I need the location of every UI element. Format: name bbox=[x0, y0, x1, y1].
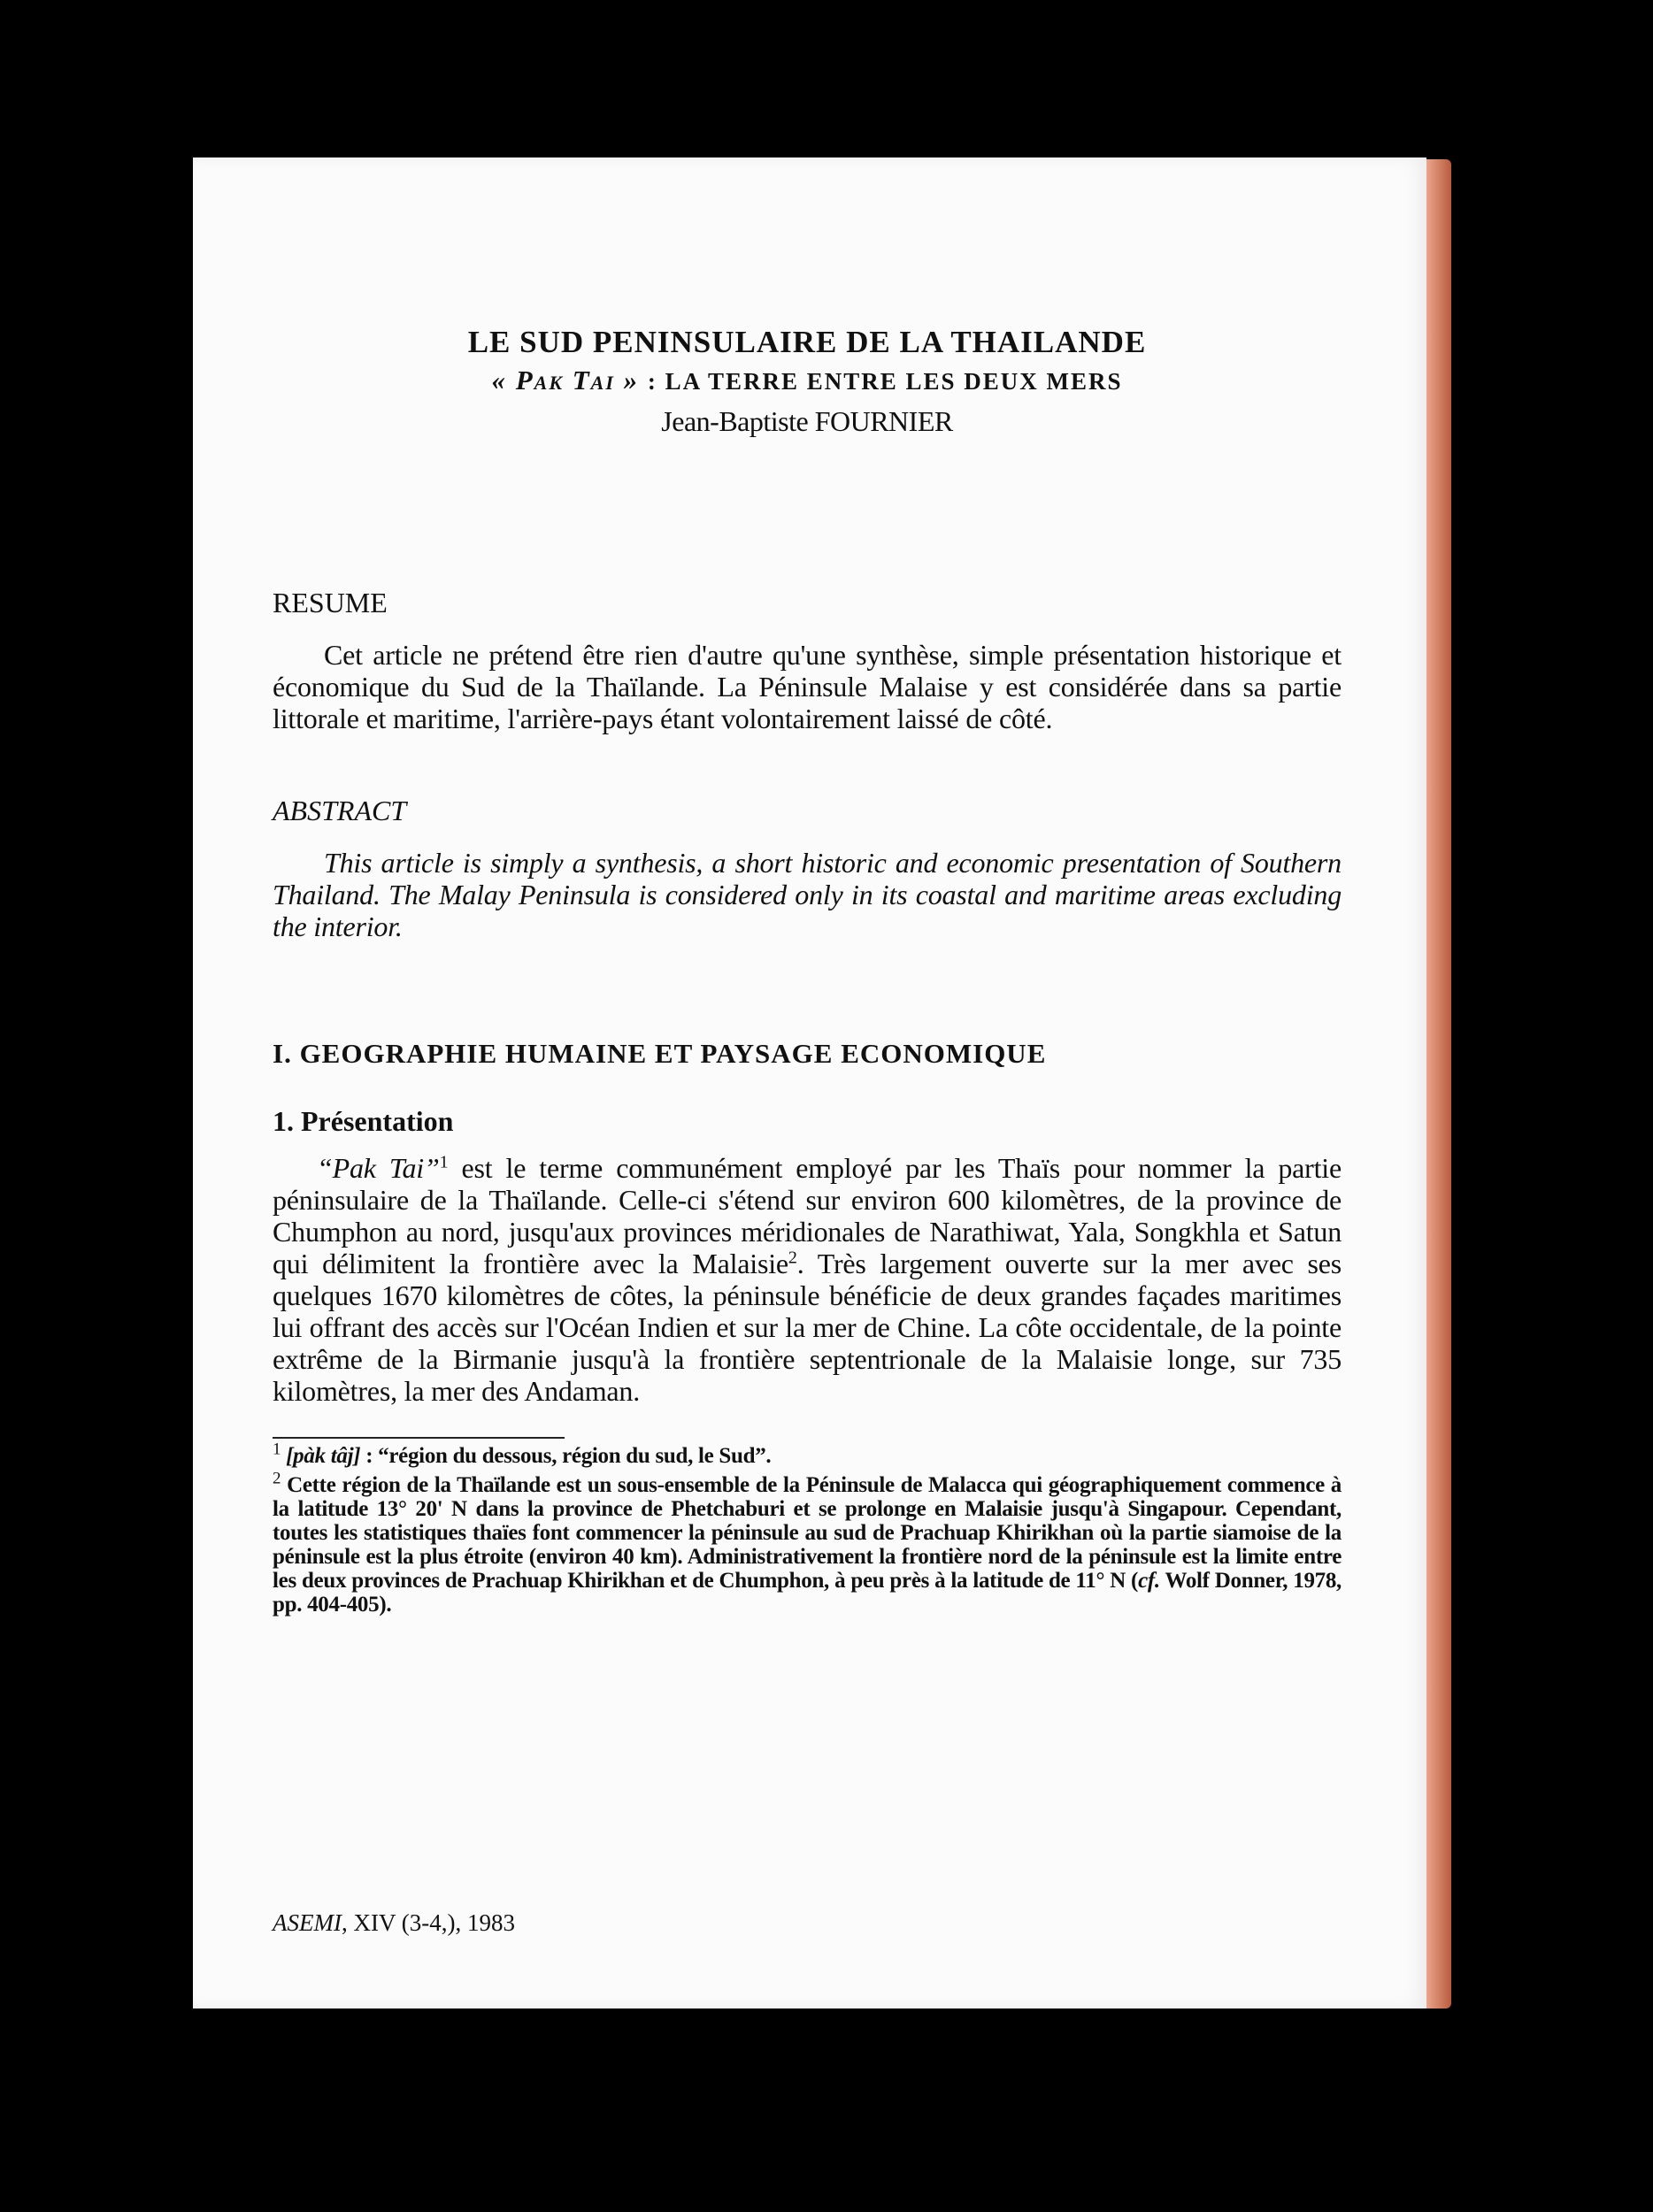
pak-tai-term: “Pak Tai” bbox=[317, 1152, 440, 1184]
body-text-part2: . Très largement ouverte sur la mer avec ses quelques 1670 kilomètres de côtes, la péninsule bénéficie de deux grandes façades maritimes lui offrant des accès sur l'Océan Indien et sur la mer de Chine. La côte occidentale, de la pointe extrême de la Birmanie jusqu'à la frontière septentrionale de la Malaisie longe, sur 735 kilomètres, la mer des Andaman. bbox=[273, 1248, 1342, 1407]
body-paragraph bbox=[273, 1152, 1342, 1407]
footnote-number: 2 bbox=[273, 1469, 281, 1488]
body-text-part1: est le terme communément employé par les Thaïs pour nommer la partie péninsulaire de la Thaïlande. Celle-ci s'étend sur environ 600 kilomètres, de la province de Chumphon au nord, jusqu'aux provinces méridionales de Narathiwat, Yala, Songkhla et Satun qui délimitent la frontière avec la Malaisie bbox=[273, 1152, 1342, 1279]
footnote-number: 1 bbox=[273, 1440, 281, 1459]
footnote-2 bbox=[273, 1469, 1342, 1617]
footnote-ref-1[interactable]: 1 bbox=[439, 1152, 449, 1172]
journal-name: ASEMI bbox=[273, 1909, 342, 1936]
footnote-text: Cette région de la Thaïlande est un sous-ensemble de la Péninsule de Malacca qui géographiquement commence à la latitude 13° 20' N dans la province de Phetchaburi et se prolonge en Malaisie jusqu'à Singapour. Cependant, toutes les statistiques thaïes font commencer la péninsule au sud de Prachuap Khirikhan où la partie siamoise de la péninsule est la plus étroite (environ 40 km). Administrativement la frontière nord de la péninsule est la limite entre les deux provinces de Prachuap Khirikhan et de Chumphon, à peu près à la latitude de 11° N ( bbox=[273, 1473, 1342, 1593]
footnote-text: : “région du dessous, région du sud, le Sud”. bbox=[360, 1444, 772, 1468]
abstract-label: ABSTRACT bbox=[273, 795, 407, 826]
article-subtitle bbox=[273, 365, 1342, 396]
resume-text: Cet article ne prétend être rien d'autre qu'une synthèse, simple présentation historique et économique du Sud de la Thaïlande. La Péninsule Malaise y est considérée dans sa partie littorale et maritime, l'arrière-pays étant volontairement laissé de côté. bbox=[273, 639, 1342, 734]
page-footer bbox=[273, 1909, 515, 1937]
resume-label: RESUME bbox=[273, 587, 388, 618]
subtitle-rest: : LA TERRE ENTRE LES DEUX MERS bbox=[647, 368, 1123, 395]
article-title: LE SUD PENINSULAIRE DE LA THAILANDE bbox=[467, 325, 1147, 359]
abstract-text: This article is simply a synthesis, a short historic and economic presentation of Southern Thailand. The Malay Peninsula is considered only in its coastal and maritime areas excluding the interior. bbox=[273, 847, 1342, 942]
journal-issue: , XIV (3-4,), 1983 bbox=[341, 1909, 515, 1936]
footnote-divider bbox=[273, 1437, 565, 1439]
footnote-text-end: Wolf Donner, 1978, pp. 404-405). bbox=[273, 1569, 1342, 1617]
footnote-1 bbox=[273, 1440, 1342, 1468]
footnote-cf: cf. bbox=[1138, 1569, 1160, 1593]
subtitle-quote: « Pak Tai » bbox=[491, 365, 648, 396]
footnote-transliteration: [pàk tâj] bbox=[286, 1444, 361, 1468]
book-page bbox=[193, 157, 1426, 2008]
subsection-heading: 1. Présentation bbox=[273, 1105, 454, 1137]
footnote-ref-2[interactable]: 2 bbox=[788, 1248, 797, 1268]
page-content bbox=[273, 324, 1342, 1617]
section-heading: I. GEOGRAPHIE HUMAINE ET PAYSAGE ECONOMIQUE bbox=[273, 1038, 1047, 1069]
article-author: Jean-Baptiste FOURNIER bbox=[661, 405, 953, 437]
